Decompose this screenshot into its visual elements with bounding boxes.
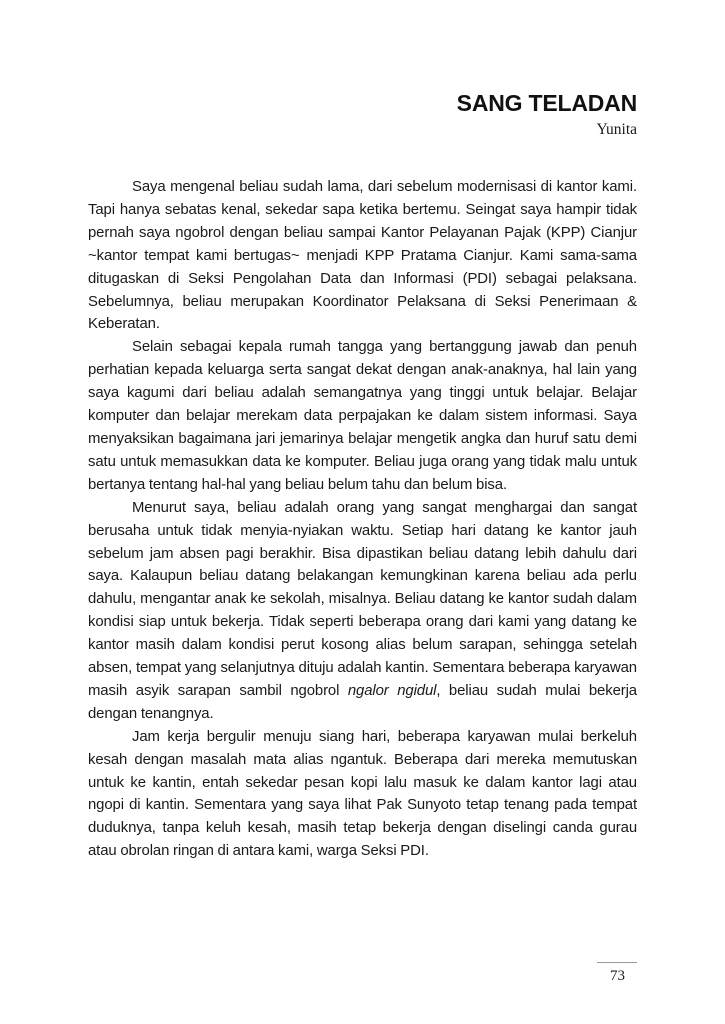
italic-phrase: ngalor ngidul [347, 682, 437, 699]
article-body [88, 176, 637, 863]
paragraph-3-text-start: Menurut saya, beliau adalah orang yang sangat menghargai dan sangat berusaha untuk tidak menyia-nyiakan waktu. Setiap hari datang ke kantor jauh sebelum jam absen pagi berakhir. Bisa dipastikan beliau datang lebih dahulu dari saya. Kalaupun beliau datang belakangan kemungkinan karena beliau ada perlu dahulu, mengantar anak ke sekolah, misalnya. Beliau datang ke kantor sudah dalam kondisi siap untuk bekerja. Tidak seperti beberapa orang dari kami yang datang ke kantor masih dalam kondisi perut kosong alias belum sarapan, sehingga setelah absen, tempat yang selanjutnya dituju adalah kantin. Sementara beberapa karyawan masih asyik sarapan sambil ngobrol [88, 499, 637, 699]
article-author: Yunita [596, 121, 637, 138]
paragraph-3-text-end: , beliau sudah mulai bekerja dengan tenangnya. [88, 682, 637, 722]
paragraph-4: Jam kerja bergulir menuju siang hari, beberapa karyawan mulai berkeluh kesah dengan masalah mata alias ngantuk. Beberapa dari mereka memutuskan untuk ke kantin, entah sekedar pesan kopi lalu masuk ke dalam kantor lagi atau ngopi di kantin. Sementara yang saya lihat Pak Sunyoto tetap tenang pada tempat duduknya, tanpa keluh kesah, masih tetap bekerja dengan diselingi canda gurau atau obrolan ringan di antara kami, warga Seksi PDI. [88, 728, 637, 860]
page-number: 73 [610, 968, 625, 984]
paragraph-2: Selain sebagai kepala rumah tangga yang bertanggung jawab dan penuh perhatian kepada keluarga serta sangat dekat dengan anak-anaknya, hal lain yang saya kagumi dari beliau adalah semangatnya yang tinggi untuk belajar. Belajar komputer dan belajar merekam data perpajakan ke dalam sistem informasi. Saya menyaksikan bagaimana jari jemarinya belajar mengetik angka dan huruf satu demi satu untuk memasukkan data ke komputer. Beliau juga orang yang tidak malu untuk bertanya tentang hal-hal yang beliau belum tahu dan belum bisa. [88, 339, 637, 493]
paragraph-3 [88, 497, 637, 726]
article-title: SANG TELADAN [456, 90, 637, 116]
footer-divider [597, 962, 637, 963]
paragraph-1: Saya mengenal beliau sudah lama, dari sebelum modernisasi di kantor kami. Tapi hanya sebatas kenal, sekedar sapa ketika bertemu. Seingat saya hampir tidak pernah saya ngobrol dengan beliau sampai Kantor Pelayanan Pajak (KPP) Cianjur ~kantor tempat kami bertugas~ menjadi KPP Pratama Cianjur. Kami sama-sama ditugaskan di Seksi Pengolahan Data dan Informasi (PDI) sebagai pelaksana. Sebelumnya, beliau merupakan Koordinator Pelaksana di Seksi Penerimaan & Keberatan. [88, 179, 637, 333]
